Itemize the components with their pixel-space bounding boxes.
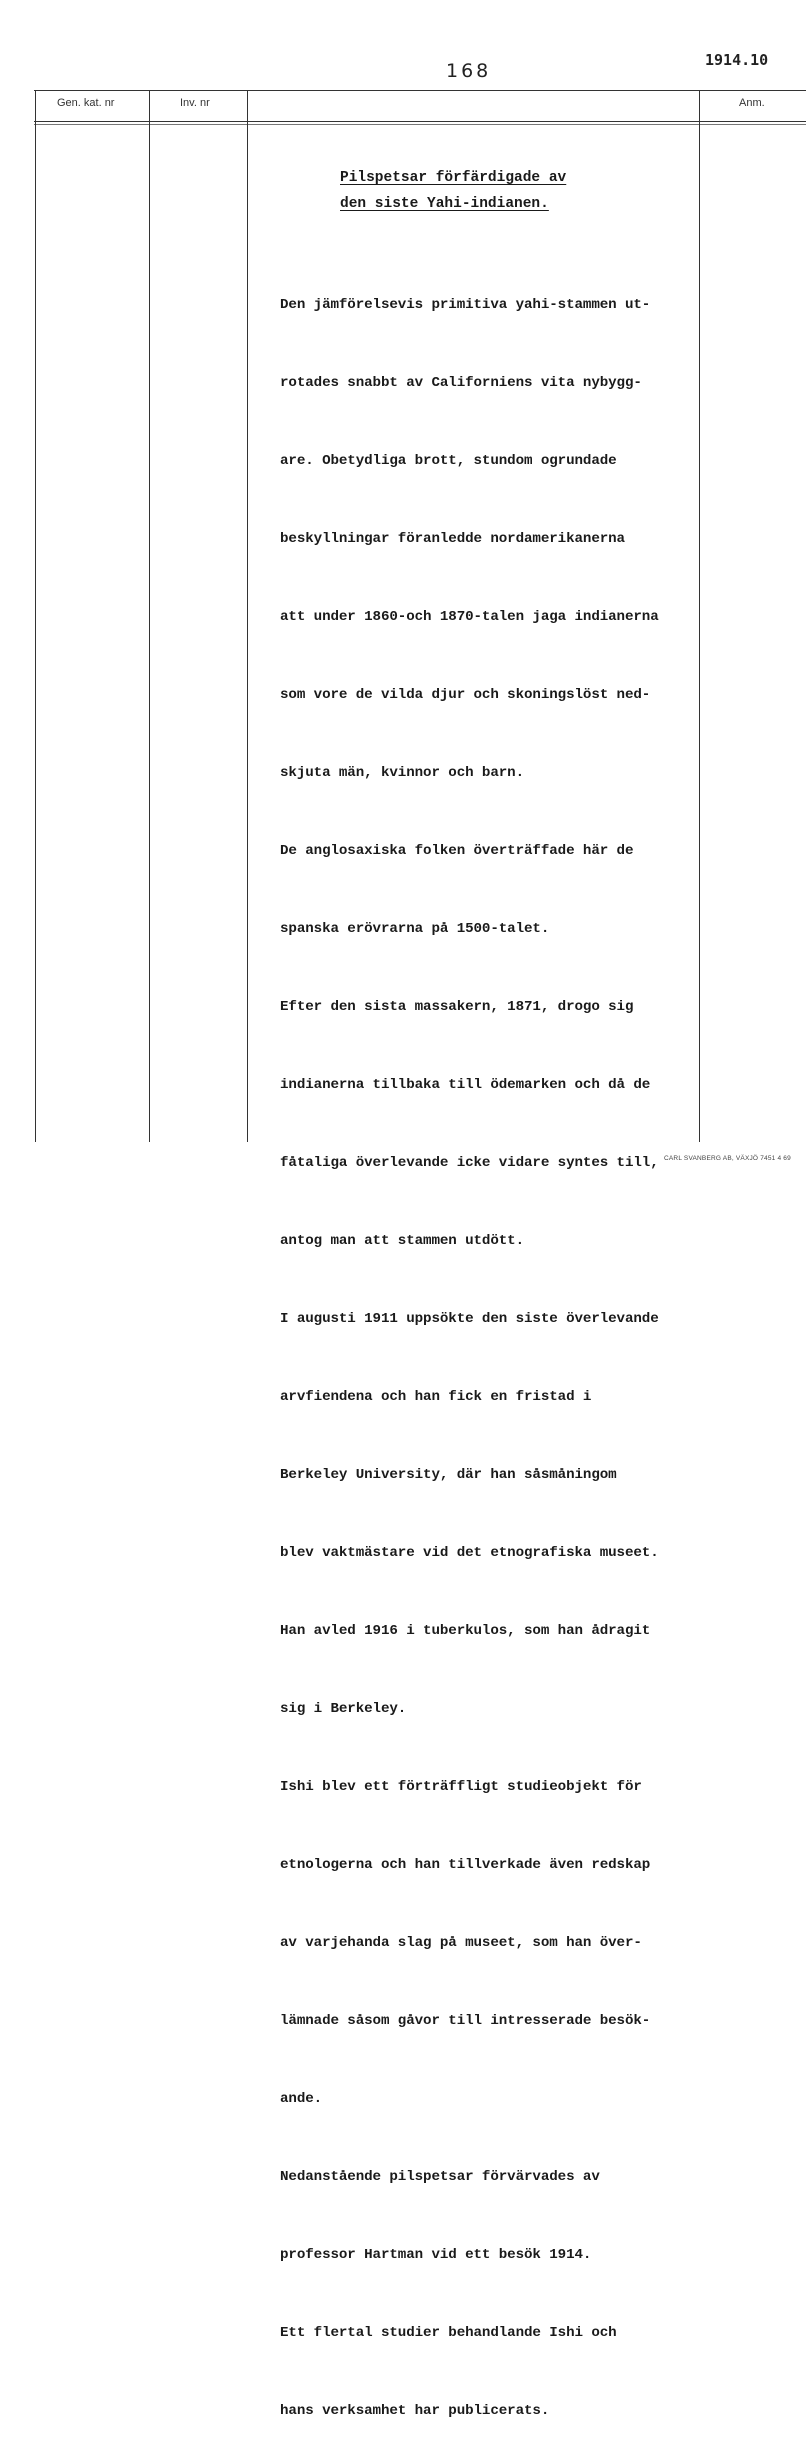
title-line: den siste Yahi-indianen. <box>340 196 549 212</box>
body-line: som vore de vilda djur och skoningslöst ned- <box>280 687 651 703</box>
body-line: Berkeley University, där han såsmåningom <box>280 1467 617 1483</box>
body-line: ande. <box>280 2091 323 2107</box>
body-line: att under 1860-och 1870-talen jaga indianerna <box>280 609 659 625</box>
column-divider-3 <box>247 90 248 1142</box>
body-line: antog man att stammen utdött. <box>280 1233 525 1249</box>
body-line: etnologerna och han tillverkade även redskap <box>280 1857 651 1873</box>
body-line: blev vaktmästare vid det etnografiska museet. <box>280 1545 659 1561</box>
column-header-gen-kat-nr: Gen. kat. nr <box>57 97 115 109</box>
body-line: Ett flertal studier behandlande Ishi och <box>280 2325 617 2341</box>
document-title <box>340 165 660 217</box>
body-line: sig i Berkeley. <box>280 1701 407 1717</box>
body-line: lämnade såsom gåvor till intresserade besök- <box>280 2013 651 2029</box>
body-line: Nedanstående pilspetsar förvärvades av <box>280 2169 600 2185</box>
body-line: De anglosaxiska folken överträffade här de <box>280 843 634 859</box>
body-line: rotades snabbt av Californiens vita nybygg- <box>280 375 642 391</box>
body-text <box>280 240 700 2450</box>
body-line: arvfiendena och han fick en fristad i <box>280 1389 592 1405</box>
body-line: hans verksamhet har publicerats. <box>280 2403 550 2419</box>
body-line: indianerna tillbaka till ödemarken och då de <box>280 1077 651 1093</box>
body-line: are. Obetydliga brott, stundom ogrundade <box>280 453 617 469</box>
body-line: Han avled 1916 i tuberkulos, som han ådragit <box>280 1623 651 1639</box>
reference-number: 1914.10 <box>705 51 769 69</box>
body-line: fåtaliga överlevande icke vidare syntes till, <box>280 1155 659 1171</box>
column-header-inv-nr: Inv. nr <box>180 97 210 109</box>
page-number: 168 <box>446 60 492 82</box>
body-line: I augusti 1911 uppsökte den siste överlevande <box>280 1311 659 1327</box>
body-line: Efter den sista massakern, 1871, drogo sig <box>280 999 634 1015</box>
body-line: skjuta män, kvinnor och barn. <box>280 765 525 781</box>
printer-mark: CARL SVANBERG AB, VÄXJÖ 7451 4 69 <box>664 1155 791 1162</box>
body-line: Den jämförelsevis primitiva yahi-stammen ut- <box>280 297 651 313</box>
body-line: spanska erövrarna på 1500-talet. <box>280 921 550 937</box>
body-line: av varjehanda slag på museet, som han över- <box>280 1935 642 1951</box>
body-line: beskyllningar föranledde nordamerikanerna <box>280 531 625 547</box>
title-line: Pilspetsar förfärdigade av <box>340 170 567 186</box>
column-divider-2 <box>149 90 150 1142</box>
column-header-anm: Anm. <box>739 97 765 109</box>
column-divider-1 <box>35 90 36 1142</box>
body-line: Ishi blev ett förträffligt studieobjekt för <box>280 1779 642 1795</box>
body-line: professor Hartman vid ett besök 1914. <box>280 2247 592 2263</box>
